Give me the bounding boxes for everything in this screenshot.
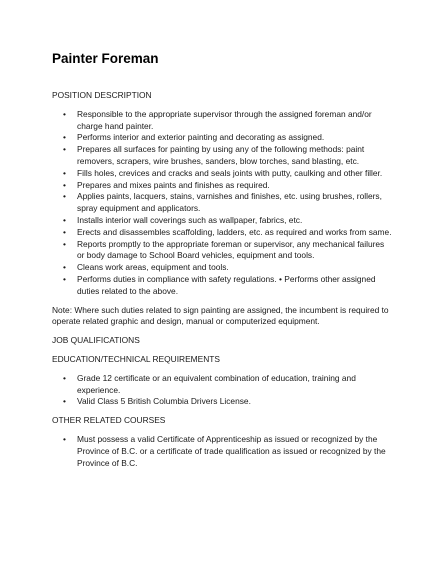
bullet-icon: •	[63, 226, 66, 237]
list-item	[52, 396, 392, 408]
list-item	[52, 168, 392, 180]
list-item	[52, 373, 392, 397]
list-item-text: Reports promptly to the appropriate foreman or supervisor, any mechanical failures or body damage to School Board vehicles, equipment and tools.	[77, 238, 385, 261]
list-item	[52, 434, 392, 469]
section-heading-other-courses: OTHER RELATED COURSES	[52, 415, 166, 426]
list-item	[52, 215, 392, 227]
list-item-text: Cleans work areas, equipment and tools.	[77, 262, 229, 273]
list-item-text: Installs interior wall coverings such as wallpaper, fabrics, etc.	[77, 214, 303, 225]
list-item	[52, 191, 392, 215]
bullet-icon: •	[63, 191, 66, 202]
bullet-icon: •	[63, 167, 66, 178]
bullet-icon: •	[63, 132, 66, 143]
bullet-icon: •	[63, 262, 66, 273]
bullet-icon: •	[63, 179, 66, 190]
list-item-text: Applies paints, lacquers, stains, varnishes and finishes, etc. using brushes, rollers, spray equipment and applicators.	[77, 191, 382, 214]
section-heading-position-description: POSITION DESCRIPTION	[52, 90, 152, 100]
bullet-icon: •	[63, 238, 66, 249]
list-item-text: Grade 12 certificate or an equivalent combination of education, training and experience.	[77, 372, 356, 395]
bullet-icon: •	[63, 108, 66, 119]
document-title: Painter Foreman	[52, 51, 159, 66]
list-item-text: Valid Class 5 British Columbia Drivers License.	[77, 396, 251, 407]
list-item-text: Prepares all surfaces for painting by using any of the following methods: paint removers, scrapers, wire brushes, sanders, blow torches, sand blasting, etc.	[77, 144, 365, 166]
bullet-icon: •	[63, 214, 66, 225]
list-item-text: Must possess a valid Certificate of Apprenticeship as issued or recognized by the Province of B.C. or a certificate of trade qualification as issued or recognized by the Province of B.C.	[77, 433, 386, 468]
section-heading-education: EDUCATION/TECHNICAL REQUIREMENTS	[52, 353, 220, 364]
list-item	[52, 132, 392, 144]
bullet-icon: •	[63, 372, 66, 383]
bullet-icon: •	[63, 273, 66, 284]
list-item-text: Performs duties in compliance with safety regulations. • Performs other assigned duties related to the above.	[77, 273, 376, 296]
other-courses-list	[52, 434, 392, 469]
list-item	[52, 144, 392, 168]
list-item	[52, 274, 392, 298]
bullet-icon: •	[63, 433, 66, 444]
note-paragraph: Note: Where such duties related to sign painting are assigned, the incumbent is required to operate related graphic and design, manual or computerized equipment.	[52, 304, 389, 327]
bullet-icon: •	[63, 396, 66, 407]
list-item-text: Fills holes, crevices and cracks and seals joints with putty, caulking and other filler.	[77, 167, 383, 178]
list-item-text: Responsible to the appropriate supervisor through the assigned foreman and/or charge hand painter.	[77, 108, 372, 131]
section-heading-job-qualifications: JOB QUALIFICATIONS	[52, 335, 140, 346]
bullet-icon: •	[63, 144, 66, 155]
document-body	[52, 90, 392, 469]
list-item-text: Prepares and mixes paints and finishes as required.	[77, 179, 270, 190]
list-item	[52, 109, 392, 133]
education-list	[52, 373, 392, 408]
list-item	[52, 262, 392, 274]
list-item-text: Performs interior and exterior painting and decorating as assigned.	[77, 132, 325, 143]
list-item	[52, 227, 392, 239]
list-item	[52, 180, 392, 192]
list-item-text: Erects and disassembles scaffolding, ladders, etc. as required and works from same.	[77, 226, 392, 237]
position-description-list	[52, 109, 392, 298]
list-item	[52, 239, 392, 263]
